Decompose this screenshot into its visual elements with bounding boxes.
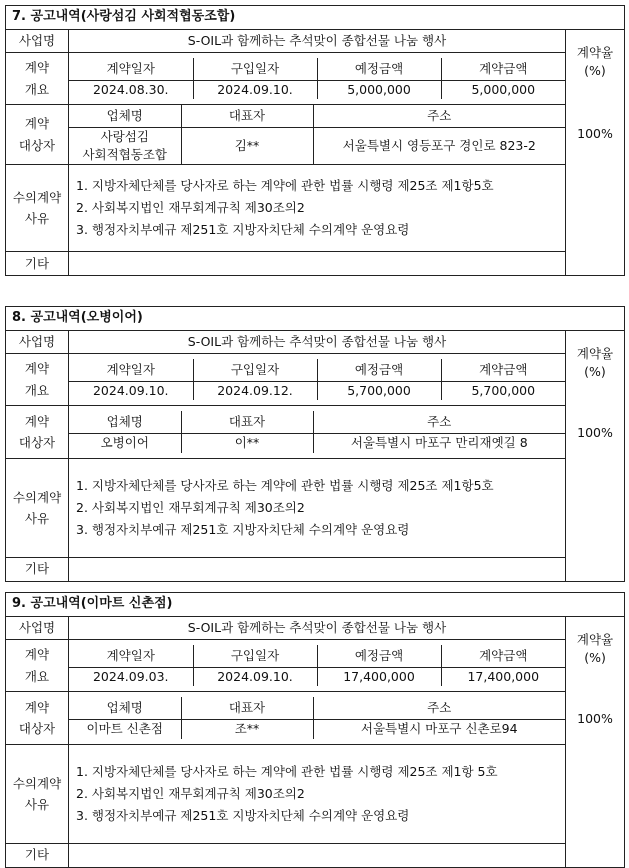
other-value	[69, 558, 566, 582]
party-grid	[69, 692, 566, 745]
reason-item: 1. 지방자체단체를 당사자로 하는 계약에 관한 법률 시행령 제25조 제1항5호	[76, 478, 494, 494]
contract-amount: 5,000,000	[471, 81, 536, 97]
overview-header: 계약금액	[441, 359, 565, 382]
notice-table	[5, 306, 625, 582]
rate-unit: (%)	[584, 63, 606, 79]
overview-grid	[69, 354, 566, 406]
other-label: 기타	[6, 252, 69, 276]
rate-cell	[566, 617, 625, 868]
overview-header: 예정금액	[317, 58, 441, 81]
notice-heading: 8. 공고내역(오병이어)	[6, 307, 625, 331]
company-name: 오병이어	[69, 434, 181, 453]
rate-label: 계약율	[576, 632, 614, 647]
party-header: 주소	[313, 105, 565, 128]
party-label: 계약 대상자	[6, 105, 69, 165]
address: 서울특별시 마포구 만리재옛길 8	[350, 435, 528, 451]
rate-value: 100%	[577, 425, 613, 440]
party-header: 업체명	[69, 697, 181, 720]
purchase-date: 2024.09.10.	[193, 80, 317, 99]
estimated-amount: 17,400,000	[317, 667, 441, 686]
party-header: 대표자	[181, 105, 313, 128]
party-label: 계약 대상자	[6, 406, 69, 459]
notice-block	[5, 306, 624, 582]
contract-date: 2024.09.10.	[69, 381, 193, 400]
overview-header: 예정금액	[317, 645, 441, 668]
business-name: S-OIL과 함께하는 추석맞이 종합선물 나눔 행사	[69, 331, 566, 354]
reason-item: 2. 사회복지법인 재무회계규칙 제30조의2	[76, 500, 305, 516]
party-header: 대표자	[181, 411, 313, 434]
reason-list	[69, 165, 566, 252]
rate-cell	[566, 331, 625, 582]
rate-label: 계약율	[576, 346, 614, 361]
contract-date: 2024.08.30.	[69, 80, 193, 99]
reason-item: 2. 사회복지법인 재무회계규칙 제30조의2	[76, 200, 305, 216]
party-grid	[69, 406, 566, 459]
business-name: S-OIL과 함께하는 추석맞이 종합선물 나눔 행사	[69, 30, 566, 53]
contract-date: 2024.09.03.	[69, 667, 193, 686]
reason-item: 3. 행정자치부예규 제251호 지방자치단체 수의계약 운영요령	[76, 521, 410, 537]
purchase-date: 2024.09.12.	[193, 381, 317, 400]
overview-grid	[69, 640, 566, 692]
other-label: 기타	[6, 558, 69, 582]
address: 서울특별시 영등포구 경인로 823-2	[342, 138, 536, 154]
notice-heading: 7. 공고내역(사랑섬김 사회적협동조합)	[6, 6, 625, 30]
party-header: 주소	[313, 697, 565, 720]
other-label: 기타	[6, 844, 69, 868]
notice-table	[5, 5, 625, 276]
contract-amount: 17,400,000	[467, 668, 540, 684]
business-name: S-OIL과 함께하는 추석맞이 종합선물 나눔 행사	[69, 617, 566, 640]
overview-header: 계약일자	[69, 359, 193, 382]
party-grid	[69, 105, 566, 165]
notice-block	[5, 5, 624, 276]
business-label: 사업명	[6, 617, 69, 640]
reason-label: 수의계약 사유	[6, 459, 69, 558]
overview-header: 예정금액	[317, 359, 441, 382]
reason-item: 3. 행정자치부예규 제251호 지방자치단체 수의계약 운영요령	[76, 807, 410, 823]
representative: 이**	[181, 434, 313, 453]
representative: 조**	[181, 720, 313, 739]
notice-heading: 9. 공고내역(이마트 신촌점)	[6, 593, 625, 617]
representative: 김**	[181, 128, 313, 165]
overview-header: 구입일자	[193, 359, 317, 382]
overview-header: 계약일자	[69, 645, 193, 668]
reason-item: 2. 사회복지법인 재무회계규칙 제30조의2	[76, 786, 305, 802]
rate-unit: (%)	[584, 650, 606, 666]
company-name: 사랑섬김 사회적협동조합	[69, 128, 181, 165]
reason-item: 3. 행정자치부예규 제251호 지방자치단체 수의계약 운영요령	[76, 222, 410, 238]
party-label: 계약 대상자	[6, 692, 69, 745]
overview-label: 계약 개요	[6, 354, 69, 406]
company-name: 이마트 신촌점	[69, 720, 181, 739]
reason-list	[69, 459, 566, 558]
party-header: 업체명	[69, 105, 181, 128]
other-value	[69, 844, 566, 868]
address: 서울특별시 마포구 신촌로94	[360, 721, 518, 737]
contract-amount: 5,700,000	[471, 382, 536, 398]
reason-label: 수의계약 사유	[6, 165, 69, 252]
overview-grid	[69, 53, 566, 105]
business-label: 사업명	[6, 331, 69, 354]
overview-header: 계약금액	[441, 58, 565, 81]
purchase-date: 2024.09.10.	[193, 667, 317, 686]
overview-header: 구입일자	[193, 58, 317, 81]
estimated-amount: 5,700,000	[317, 381, 441, 400]
overview-label: 계약 개요	[6, 53, 69, 105]
rate-cell	[566, 30, 625, 276]
party-header: 대표자	[181, 697, 313, 720]
overview-header: 구입일자	[193, 645, 317, 668]
overview-label: 계약 개요	[6, 640, 69, 692]
other-value	[69, 252, 566, 276]
reason-list	[69, 745, 566, 844]
notice-table	[5, 592, 625, 868]
reason-item: 1. 지방자체단체를 당사자로 하는 계약에 관한 법률 시행령 제25조 제1항 5호	[76, 764, 498, 780]
rate-label: 계약율	[576, 45, 614, 60]
rate-value: 100%	[577, 126, 613, 141]
party-header: 주소	[313, 411, 565, 434]
rate-value: 100%	[577, 711, 613, 726]
party-header: 업체명	[69, 411, 181, 434]
overview-header: 계약금액	[441, 645, 565, 668]
overview-header: 계약일자	[69, 58, 193, 81]
rate-unit: (%)	[584, 364, 606, 380]
estimated-amount: 5,000,000	[317, 80, 441, 99]
reason-label: 수의계약 사유	[6, 745, 69, 844]
notice-block	[5, 592, 624, 868]
reason-item: 1. 지방자체단체를 당사자로 하는 계약에 관한 법률 시행령 제25조 제1항5호	[76, 178, 494, 194]
business-label: 사업명	[6, 30, 69, 53]
